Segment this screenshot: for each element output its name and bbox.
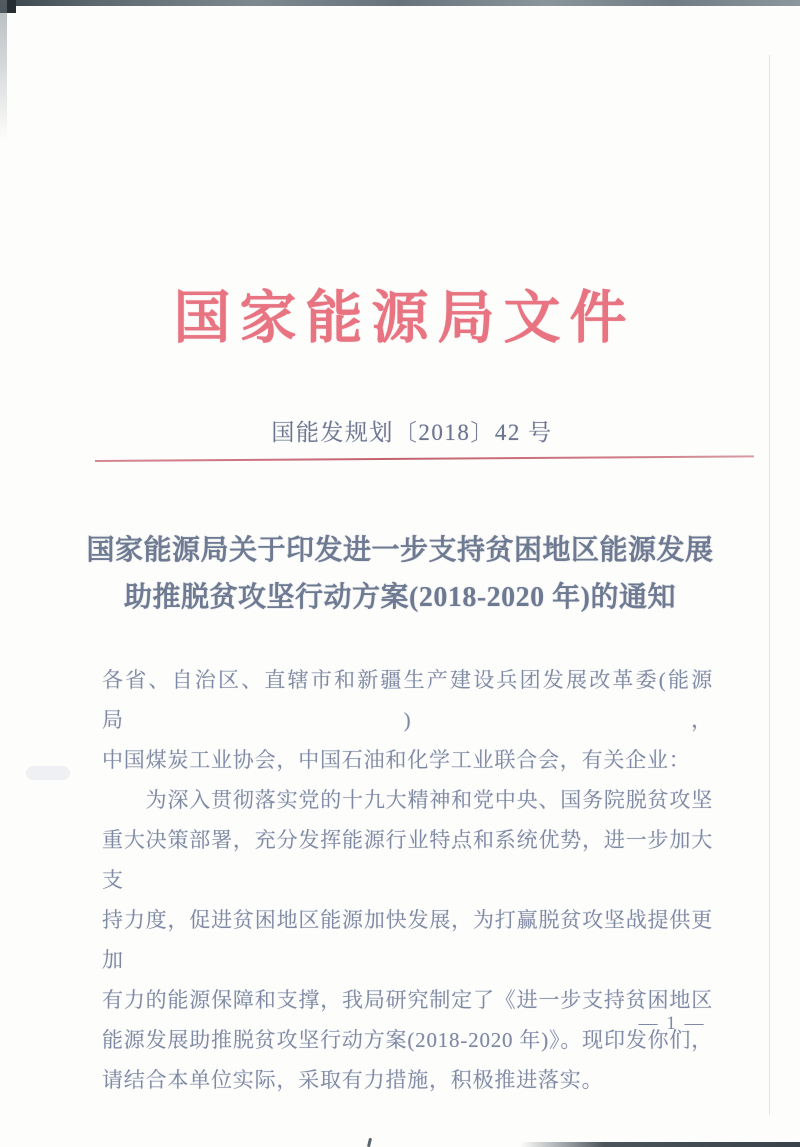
document-title-line-2: 助推脱贫攻坚行动方案(2018-2020 年)的通知 (124, 582, 676, 613)
body-line: 为深入贯彻落实党的十九大精神和党中央、国务院脱贫攻坚 (102, 788, 713, 812)
document-number: 国能发规划〔2018〕42 号 (271, 420, 553, 445)
scan-artifact-smudge (26, 766, 70, 780)
scan-artifact-top-edge (0, 0, 800, 6)
body-line: 中国煤炭工业协会，中国石油和化学工业联合会，有关企业： (102, 748, 691, 772)
body-line: 有力的能源保障和支撑，我局研究制定了《进一步支持贫困地区 (102, 988, 713, 1012)
document-title (0, 527, 800, 621)
scan-artifact-bottom-edge (520, 1142, 800, 1147)
body-line: 能源发展助推脱贫攻坚行动方案(2018-2020 年)》。现印发你们， (102, 1028, 713, 1052)
red-divider-rule (95, 455, 754, 462)
body-line: 各省、自治区、直辖市和新疆生产建设兵团发展改革委(能源局)， (102, 668, 713, 732)
letterhead-org-title: 国家能源局文件 (173, 287, 636, 350)
document-title-line-1: 国家能源局关于印发进一步支持贫困地区能源发展 (86, 535, 714, 566)
page-number: — 1 — (638, 1013, 706, 1034)
body-line: 请结合本单位实际，采取有力措施，积极推进落实。 (102, 1068, 604, 1092)
scan-artifact-bottom-mark (367, 1138, 372, 1147)
scan-artifact-left-edge (0, 0, 7, 140)
body-line: 持力度，促进贫困地区能源加快发展，为打赢脱贫攻坚战提供更加 (102, 908, 713, 972)
body-text (102, 660, 713, 1100)
body-line: 重大决策部署，充分发挥能源行业特点和系统优势，进一步加大支 (102, 828, 713, 892)
